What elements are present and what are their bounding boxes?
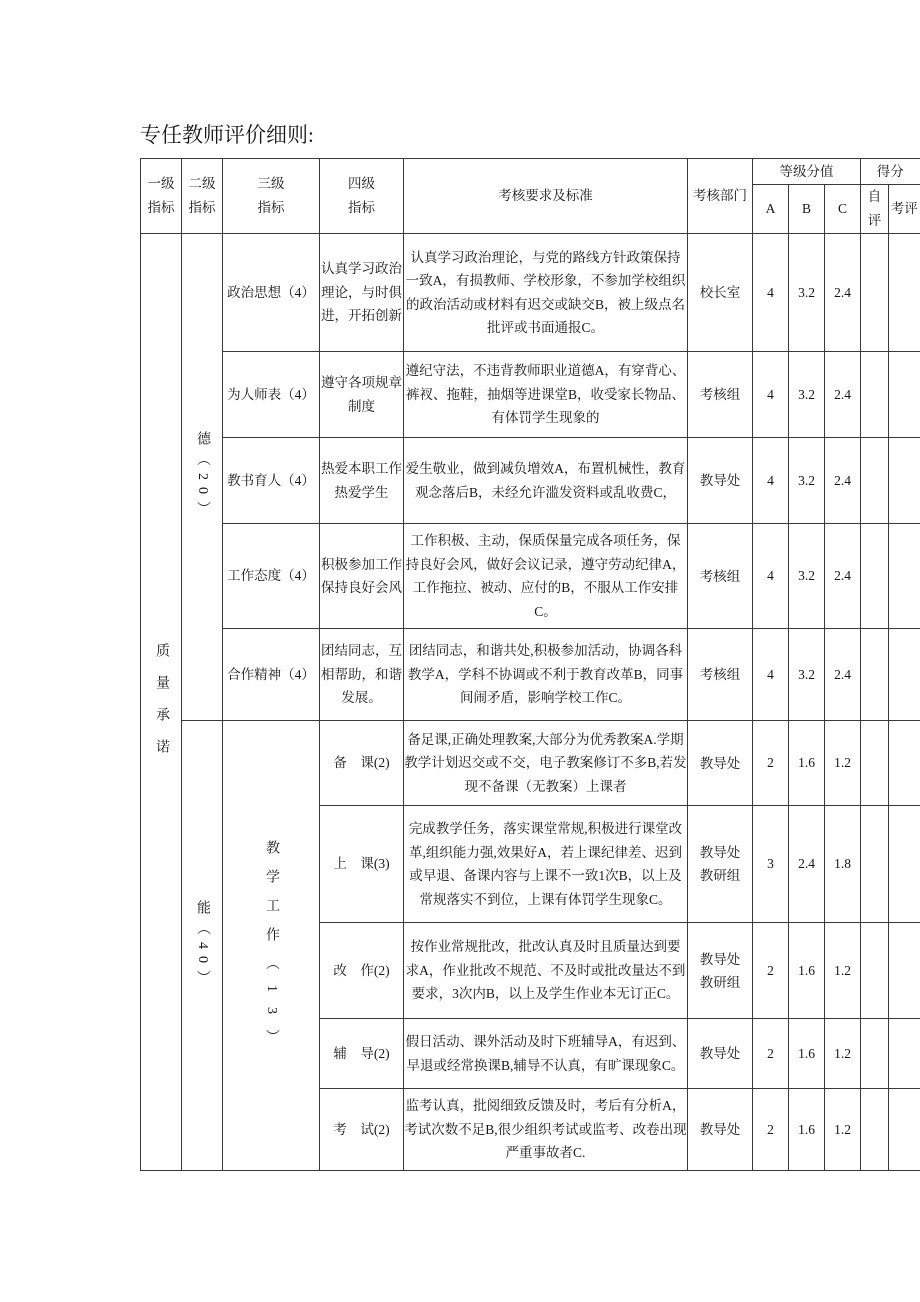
department-line: 教导处 xyxy=(699,755,741,771)
level4-cell: 上 课(3) xyxy=(320,806,404,923)
category-label: 质量承诺 xyxy=(154,643,169,772)
level4-cell: 改 作(2) xyxy=(320,923,404,1019)
grade-a-cell: 2 xyxy=(753,1089,789,1171)
self-eval-cell xyxy=(861,352,889,438)
criteria-cell: 监考认真，批阅细致反馈及时，考后有分析A，考试次数不足B,很少组织考试或监考、改卷出现严重事故者C. xyxy=(404,1089,688,1171)
grade-c-cell: 2.4 xyxy=(825,524,861,629)
department-line: 教导处 xyxy=(699,951,741,967)
self-eval-cell xyxy=(861,1019,889,1089)
grade-a-cell: 2 xyxy=(753,923,789,1019)
level3-cell: 为人师表（4） xyxy=(223,352,320,438)
table-row xyxy=(141,438,920,524)
review-eval-cell xyxy=(889,524,920,629)
self-eval-cell xyxy=(861,923,889,1019)
department-line: 教研组 xyxy=(699,868,741,883)
grade-a-cell: 2 xyxy=(753,721,789,806)
grade-b-cell: 1.6 xyxy=(789,923,825,1019)
header-department: 考核部门 xyxy=(688,159,753,234)
group-cell-neng xyxy=(182,721,223,1171)
review-eval-cell xyxy=(889,1019,920,1089)
header-level2-line1: 二级 xyxy=(188,176,216,191)
header-row-top xyxy=(141,159,920,185)
header-level1-line2: 指标 xyxy=(147,200,175,215)
criteria-cell: 工作积极、主动，保质保量完成各项任务，保持良好会风，做好会议记录，遵守劳动纪律A，工作拖拉、被动、应付的B，不服从工作安排C。 xyxy=(404,524,688,629)
review-eval-cell xyxy=(889,923,920,1019)
review-eval-cell xyxy=(889,352,920,438)
department-cell xyxy=(688,352,753,438)
self-eval-cell xyxy=(861,438,889,524)
grade-b-cell: 3.2 xyxy=(789,438,825,524)
group-label-de: 德（20） xyxy=(195,431,210,523)
grade-a-cell: 3 xyxy=(753,806,789,923)
department-line: 教导处 xyxy=(699,1046,741,1061)
grade-a-cell: 4 xyxy=(753,629,789,721)
header-criteria: 考核要求及标准 xyxy=(404,159,688,234)
level4-cell: 认真学习政治理论，与时俱进，开拓创新 xyxy=(320,234,404,352)
level4-cell: 热爱本职工作热爱学生 xyxy=(320,438,404,524)
department-line: 考核组 xyxy=(699,568,741,584)
teaching-work-cell xyxy=(223,721,320,1171)
department-line: 教导处 xyxy=(699,845,741,860)
self-eval-cell xyxy=(861,806,889,923)
category-cell xyxy=(141,234,182,1171)
header-level3-line2: 指标 xyxy=(257,200,285,215)
department-line: 教导处 xyxy=(699,1122,741,1137)
department-line: 教研组 xyxy=(699,974,741,990)
review-eval-cell xyxy=(889,234,920,352)
teaching-work-label: 教学工作（13） xyxy=(264,840,279,1059)
grade-c-cell: 2.4 xyxy=(825,234,861,352)
table-row xyxy=(141,352,920,438)
department-line: 考核组 xyxy=(699,387,741,402)
self-eval-cell xyxy=(861,629,889,721)
header-level3-line1: 三级 xyxy=(257,176,285,191)
grade-c-cell: 2.4 xyxy=(825,438,861,524)
review-eval-cell xyxy=(889,629,920,721)
grade-b-cell: 1.6 xyxy=(789,1019,825,1089)
header-level4 xyxy=(320,159,404,234)
department-cell xyxy=(688,923,753,1019)
criteria-cell: 按作业常规批改，批改认真及时且质量达到要求A，作业批改不规范、不及时或批改量达不到要求，3次内B，以上及学生作业本无订正C。 xyxy=(404,923,688,1019)
table-row xyxy=(141,524,920,629)
header-level4-line1: 四级 xyxy=(348,176,375,191)
department-cell xyxy=(688,234,753,352)
level4-cell: 团结同志，互相帮助，和谐发展。 xyxy=(320,629,404,721)
grade-c-cell: 1.2 xyxy=(825,1019,861,1089)
grade-c-cell: 2.4 xyxy=(825,629,861,721)
department-cell xyxy=(688,1019,753,1089)
review-eval-cell xyxy=(889,806,920,923)
department-cell xyxy=(688,1089,753,1171)
level3-cell: 工作态度（4） xyxy=(223,524,320,629)
department-cell xyxy=(688,806,753,923)
grade-a-cell: 4 xyxy=(753,438,789,524)
department-cell xyxy=(688,438,753,524)
group-cell-de xyxy=(182,234,223,721)
header-grade-c: C xyxy=(825,185,861,234)
criteria-cell: 团结同志，和谐共处,积极参加活动，协调各科教学A，学科不协调或不利于教育改革B，同事间闹矛盾，影响学校工作C。 xyxy=(404,629,688,721)
header-review-eval: 考评 xyxy=(889,185,920,234)
grade-a-cell: 4 xyxy=(753,234,789,352)
table-row xyxy=(141,721,920,806)
department-cell xyxy=(688,721,753,806)
grade-b-cell: 3.2 xyxy=(789,629,825,721)
grade-a-cell: 2 xyxy=(753,1019,789,1089)
grade-c-cell: 2.4 xyxy=(825,352,861,438)
header-level3 xyxy=(223,159,320,234)
header-level2-line2: 指标 xyxy=(188,200,216,215)
grade-c-cell: 1.2 xyxy=(825,923,861,1019)
table-row xyxy=(141,629,920,721)
grade-b-cell: 1.6 xyxy=(789,1089,825,1171)
grade-b-cell: 3.2 xyxy=(789,234,825,352)
grade-b-cell: 3.2 xyxy=(789,524,825,629)
grade-b-cell: 3.2 xyxy=(789,352,825,438)
self-eval-cell xyxy=(861,1089,889,1171)
level3-cell: 政治思想（4） xyxy=(223,234,320,352)
grade-a-cell: 4 xyxy=(753,524,789,629)
evaluation-table xyxy=(140,158,920,1171)
header-grade-a: A xyxy=(753,185,789,234)
header-self-eval xyxy=(861,185,889,234)
self-eval-cell xyxy=(861,234,889,352)
self-eval-cell xyxy=(861,721,889,806)
header-grade-b: B xyxy=(789,185,825,234)
header-self-eval-line2: 评 xyxy=(867,213,882,228)
grade-c-cell: 1.8 xyxy=(825,806,861,923)
department-cell xyxy=(688,629,753,721)
review-eval-cell xyxy=(889,438,920,524)
department-line: 校长室 xyxy=(699,285,741,300)
review-eval-cell xyxy=(889,1089,920,1171)
header-level2 xyxy=(182,159,223,234)
grade-c-cell: 1.2 xyxy=(825,1089,861,1171)
header-score: 得分 xyxy=(861,159,920,185)
department-cell xyxy=(688,524,753,629)
level3-cell: 合作精神（4） xyxy=(223,629,320,721)
level4-cell: 辅 导(2) xyxy=(320,1019,404,1089)
page-title: 专任教师评价细则: xyxy=(140,123,314,147)
criteria-cell: 假日活动、课外活动及时下班辅导A，有迟到、早退或经常换课B,辅导不认真，有旷课现象C。 xyxy=(404,1019,688,1089)
criteria-cell: 遵纪守法，不违背教师职业道德A，有穿背心、裤衩、拖鞋，抽烟等进课堂B，收受家长物品、有体罚学生现象的 xyxy=(404,352,688,438)
group-label-neng: 能（40） xyxy=(195,899,210,991)
criteria-cell: 认真学习政治理论，与党的路线方针政策保持一致A，有损教师、学校形象，不参加学校组织的政治活动或材料有迟交或缺交B，被上级点名批评或书面通报C。 xyxy=(404,234,688,352)
criteria-cell: 备足课,正确处理教案,大部分为优秀教案A.学期教学计划迟交或不交，电子教案修订不多B,若发现不备课（无教案）上课者 xyxy=(404,721,688,806)
grade-b-cell: 2.4 xyxy=(789,806,825,923)
level4-cell: 遵守各项规章制度 xyxy=(320,352,404,438)
grade-c-cell: 1.2 xyxy=(825,721,861,806)
grade-b-cell: 1.6 xyxy=(789,721,825,806)
grade-a-cell: 4 xyxy=(753,352,789,438)
table-row xyxy=(141,234,920,352)
level4-cell: 考 试(2) xyxy=(320,1089,404,1171)
header-level1 xyxy=(141,159,182,234)
department-line: 教导处 xyxy=(699,473,741,488)
criteria-cell: 爱生敬业，做到减负增效A，布置机械性，教育观念落后B，未经允许滥发资料或乱收费C， xyxy=(404,438,688,524)
self-eval-cell xyxy=(861,524,889,629)
criteria-cell: 完成教学任务，落实课堂常规,积极进行课堂改革,组织能力强,效果好A，若上课纪律差、迟到或早退、备课内容与上课不一致1次B，以上及常规落实不到位，上课有体罚学生现象C。 xyxy=(404,806,688,923)
header-level1-line1: 一级 xyxy=(147,176,175,191)
review-eval-cell xyxy=(889,721,920,806)
header-level4-line2: 指标 xyxy=(348,200,375,215)
header-grade-values: 等级分值 xyxy=(753,159,861,185)
header-self-eval-line1: 自 xyxy=(867,189,882,204)
level4-cell: 备 课(2) xyxy=(320,721,404,806)
department-line: 考核组 xyxy=(699,667,741,682)
level4-cell: 积极参加工作保持良好会风 xyxy=(320,524,404,629)
level3-cell: 教书育人（4） xyxy=(223,438,320,524)
